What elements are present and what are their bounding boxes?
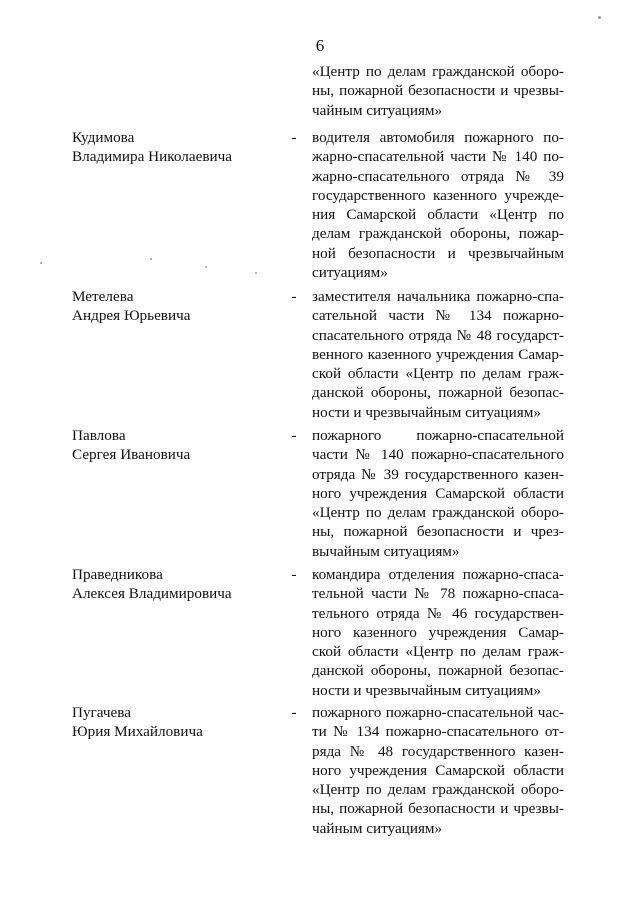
text-line: делам гражданской обороны, пожар- [312,225,564,243]
scan-speck [598,16,601,19]
text-line: командира отделения пожарно-спаса- [312,566,564,583]
page-number: 6 [315,36,325,55]
text-line: водителя автомобиля пожарного по- [312,129,564,146]
scan-speck [255,272,257,274]
person-given-name: Сергея Ивановича [72,446,191,464]
text-line: ния Самарской области «Центр по [312,206,564,224]
text-line: ного учреждения Самарской области [312,484,564,502]
person-surname: Пугачева [72,704,132,721]
text-line: ской области «Центр по делам граж- [312,365,564,383]
text-line: чайным ситуациям» [312,819,443,837]
text-line: пожарного пожарно-спасательной [312,427,564,444]
text-line: данской обороны, пожарной безопас- [312,662,564,680]
person-description [312,703,564,838]
text-line: жарно-спасательной части № 140 по- [312,148,564,166]
text-line: ности и чрезвычайным ситуациям» [312,681,541,699]
text-line: ряда № 48 государственного казен- [312,742,564,760]
person-surname: Павлова [72,427,126,444]
text-line: ного учреждения Самарской области [312,761,564,779]
person-name [72,287,282,326]
text-line: «Центр по делам гражданской оборо- [312,63,564,80]
scan-speck [205,266,207,268]
person-given-name: Алексея Владимировича [72,585,232,603]
person-given-name: Андрея Юрьевича [72,307,191,325]
person-name [72,565,282,604]
text-line: ской области «Центр по делам граж- [312,643,564,661]
person-surname: Метелева [72,288,134,305]
dash-separator: - [291,566,297,583]
person-description [312,287,564,422]
person-name [72,703,282,742]
person-given-name: Владимира Николаевича [72,148,233,166]
person-name [72,128,282,167]
text-line: ности и чрезвычайным ситуациям» [312,403,541,421]
continuation-text [312,62,564,120]
person-description [312,565,564,700]
text-line: сательной части № 134 пожарно- [312,307,564,325]
text-line: отряда № 39 государственного казен- [312,465,564,483]
text-line: ного казенного учреждения Самар- [312,623,564,641]
text-line: тельной части № 78 пожарно-спаса- [312,585,564,603]
person-surname: Праведникова [72,566,163,583]
text-line: вычайным ситуациям» [312,542,460,560]
scan-speck [40,262,42,264]
text-line: «Центр по делам гражданской оборо- [312,504,564,522]
person-description [312,426,564,561]
person-given-name: Юрия Михайловича [72,723,203,741]
text-line: «Центр по делам гражданской оборо- [312,781,564,799]
text-line: ны, пожарной безопасности и чрез- [312,523,564,541]
text-line: ны, пожарной безопасности и чрезвы- [312,800,564,818]
text-line: пожарного пожарно-спасательной час- [312,704,564,721]
text-line: чайным ситуациям» [312,101,443,119]
dash-separator: - [291,288,297,305]
person-description [312,128,564,282]
text-line: жарно-спасательного отряда № 39 [312,167,564,185]
dash-separator: - [291,427,297,444]
text-line: государственного казенного учрежде- [312,186,564,204]
dash-separator: - [291,704,297,721]
text-line: венного казенного учреждения Самар- [312,345,564,363]
text-line: данской обороны, пожарной безопас- [312,384,564,402]
text-line: ной безопасности и чрезвычайным [312,244,564,262]
text-line: тельного отряда № 46 государствен- [312,604,564,622]
text-line: заместителя начальника пожарно-спа- [312,288,564,305]
text-line: ти № 134 пожарно-спасательного от- [312,723,564,741]
text-line: части № 140 пожарно-спасательного [312,446,564,464]
person-surname: Кудимова [72,129,135,146]
person-name [72,426,282,465]
dash-separator: - [291,129,297,146]
text-line: ны, пожарной безопасности и чрезвы- [312,82,564,100]
scan-speck [150,258,152,260]
text-line: спасательного отряда № 48 государст- [312,326,564,344]
text-line: ситуациям» [312,264,388,282]
